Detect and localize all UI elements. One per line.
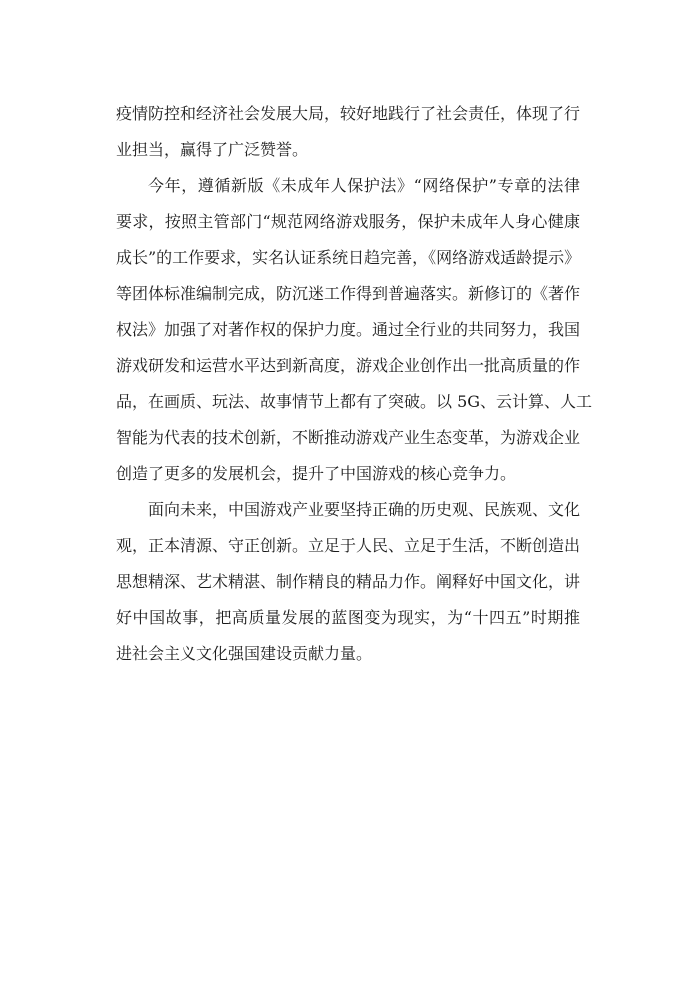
text-line: 创造了更多的发展机会，提升了中国游戏的核心竞争力。	[116, 464, 517, 483]
document-body	[116, 101, 593, 677]
text-line: 好中国故事，把高质量发展的蓝图变为现实，为“十四五”时期推	[116, 608, 580, 627]
text-line: 权法》加强了对著作权的保护力度。通过全行业的共同努力，我国	[116, 320, 581, 339]
text-line: 要求，按照主管部门“规范网络游戏服务，保护未成年人身心健康	[116, 212, 580, 231]
text-line: 疫情防控和经济社会发展大局，较好地践行了社会责任，体现了行	[116, 104, 581, 123]
paragraph	[116, 497, 580, 666]
text-line: 游戏研发和运营水平达到新高度，游戏企业创作出一批高质量的作	[116, 356, 581, 375]
text-line: 品，在画质、玩法、故事情节上都有了突破。以 5G、云计算、人工	[116, 392, 593, 411]
text-line: 观，正本清源、守正创新。立足于人民、立足于生活，不断创造出	[116, 536, 581, 555]
text-line: 今年，遵循新版《未成年人保护法》“网络保护”专章的法律	[148, 176, 580, 195]
paragraph	[116, 173, 593, 486]
text-line: 等团体标准编制完成，防沉迷工作得到普遍落实。新修订的《著作	[116, 284, 581, 303]
text-line: 面向未来，中国游戏产业要坚持正确的历史观、民族观、文化	[148, 500, 581, 519]
text-line: 业担当，赢得了广泛赞誉。	[116, 140, 309, 159]
text-line: 智能为代表的技术创新，不断推动游戏产业生态变革，为游戏企业	[116, 428, 581, 447]
text-line: 进社会主义文化强国建设贡献力量。	[116, 644, 373, 663]
text-line: 思想精深、艺术精湛、制作精良的精品力作。阐释好中国文化，讲	[116, 572, 581, 591]
paragraph	[116, 101, 580, 162]
text-line: 成长”的工作要求，实名认证系统日趋完善，《网络游戏适龄提示》	[116, 248, 581, 267]
